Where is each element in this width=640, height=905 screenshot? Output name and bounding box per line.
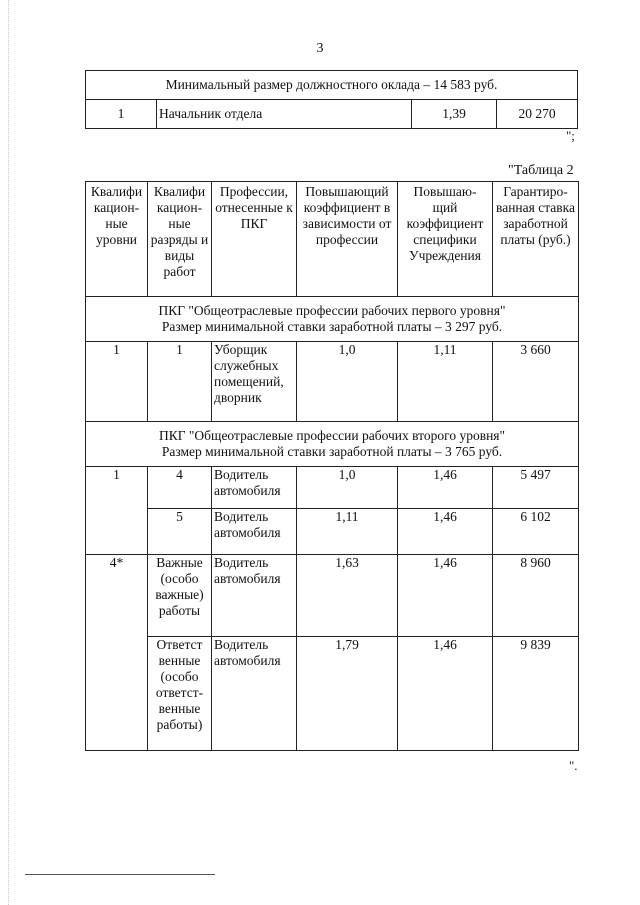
profession-coef: 1,0 bbox=[297, 467, 398, 509]
header-qual-levels: Квалифи кацион- ные уровни bbox=[86, 182, 148, 297]
header-profession-coef: Повышающий коэффициент в зависимости от профессии bbox=[297, 182, 398, 297]
table2-caption: "Таблица 2 bbox=[508, 163, 574, 178]
group-2-subtitle: Размер минимальной ставки заработной платы – 3 765 руб. bbox=[161, 444, 503, 459]
qual-grade: 1 bbox=[148, 342, 212, 422]
page-number: 3 bbox=[316, 41, 324, 56]
row-number: 1 bbox=[86, 100, 157, 129]
group-2-heading bbox=[86, 422, 579, 467]
table-row bbox=[86, 100, 578, 129]
table-row bbox=[86, 555, 579, 637]
closing-quote-1: "; bbox=[566, 128, 575, 143]
institution-coef: 1,46 bbox=[398, 555, 493, 637]
table-row bbox=[86, 342, 579, 422]
group-1-subtitle: Размер минимальной ставки заработной платы – 3 297 руб. bbox=[161, 319, 503, 334]
profession-coef: 1,63 bbox=[297, 555, 398, 637]
guaranteed-rate: 9 839 bbox=[493, 637, 579, 751]
profession-coef: 1,0 bbox=[297, 342, 398, 422]
guaranteed-rate: 8 960 bbox=[493, 555, 579, 637]
guaranteed-rate: 3 660 bbox=[493, 342, 579, 422]
page-edge-mark bbox=[8, 0, 9, 905]
group-header-row bbox=[86, 422, 579, 467]
qual-grade: Важные (особо важные) работы bbox=[148, 555, 212, 637]
footer-rule bbox=[25, 874, 215, 875]
header-guaranteed-rate: Гарантиро- ванная ставка заработной платы (руб.) bbox=[493, 182, 579, 297]
profession: Водитель автомобиля bbox=[212, 555, 297, 637]
institution-coef: 1,11 bbox=[398, 342, 493, 422]
header-professions: Профессии, отнесенные к ПКГ bbox=[212, 182, 297, 297]
guaranteed-rate: 5 497 bbox=[493, 467, 579, 509]
group-2-title: ПКГ "Общеотраслевые профессии рабочих второго уровня" bbox=[158, 428, 506, 443]
salary-value: 20 270 bbox=[497, 100, 578, 129]
header-qual-grades: Квалифи кацион- ные разряды и виды работ bbox=[148, 182, 212, 297]
position-name: Начальник отдела bbox=[157, 100, 412, 129]
group-1-heading bbox=[86, 297, 579, 342]
profession: Водитель автомобиля bbox=[212, 467, 297, 509]
profession-coef: 1,79 bbox=[297, 637, 398, 751]
header-institution-coef: Повышаю- щий коэффициент специфики Учреждения bbox=[398, 182, 493, 297]
qual-grade: 5 bbox=[148, 509, 212, 555]
profession-coef: 1,11 bbox=[297, 509, 398, 555]
profession: Водитель автомобиля bbox=[212, 509, 297, 555]
institution-coef: 1,46 bbox=[398, 509, 493, 555]
guaranteed-rate: 6 102 bbox=[493, 509, 579, 555]
table-row bbox=[86, 509, 579, 555]
qual-level: 1 bbox=[86, 467, 148, 555]
closing-quote-2: ". bbox=[569, 758, 578, 773]
qual-grade: Ответст венные (особо ответст- венные работы) bbox=[148, 637, 212, 751]
qual-level: 1 bbox=[86, 342, 148, 422]
table-row bbox=[86, 637, 579, 751]
salary-table-2 bbox=[85, 181, 579, 751]
coefficient: 1,39 bbox=[412, 100, 497, 129]
group-header-row bbox=[86, 297, 579, 342]
institution-coef: 1,46 bbox=[398, 637, 493, 751]
qual-grade: 4 bbox=[148, 467, 212, 509]
table-row bbox=[86, 467, 579, 509]
table-header-row bbox=[86, 182, 579, 297]
qual-level: 4* bbox=[86, 555, 148, 751]
profession: Водитель автомобиля bbox=[212, 637, 297, 751]
table1-header: Минимальный размер должностного оклада – 14 583 руб. bbox=[86, 71, 578, 100]
institution-coef: 1,46 bbox=[398, 467, 493, 509]
group-1-title: ПКГ "Общеотраслевые профессии рабочих первого уровня" bbox=[158, 303, 506, 318]
profession: Уборщик служебных помещений, дворник bbox=[212, 342, 297, 422]
salary-table-1 bbox=[85, 70, 578, 129]
